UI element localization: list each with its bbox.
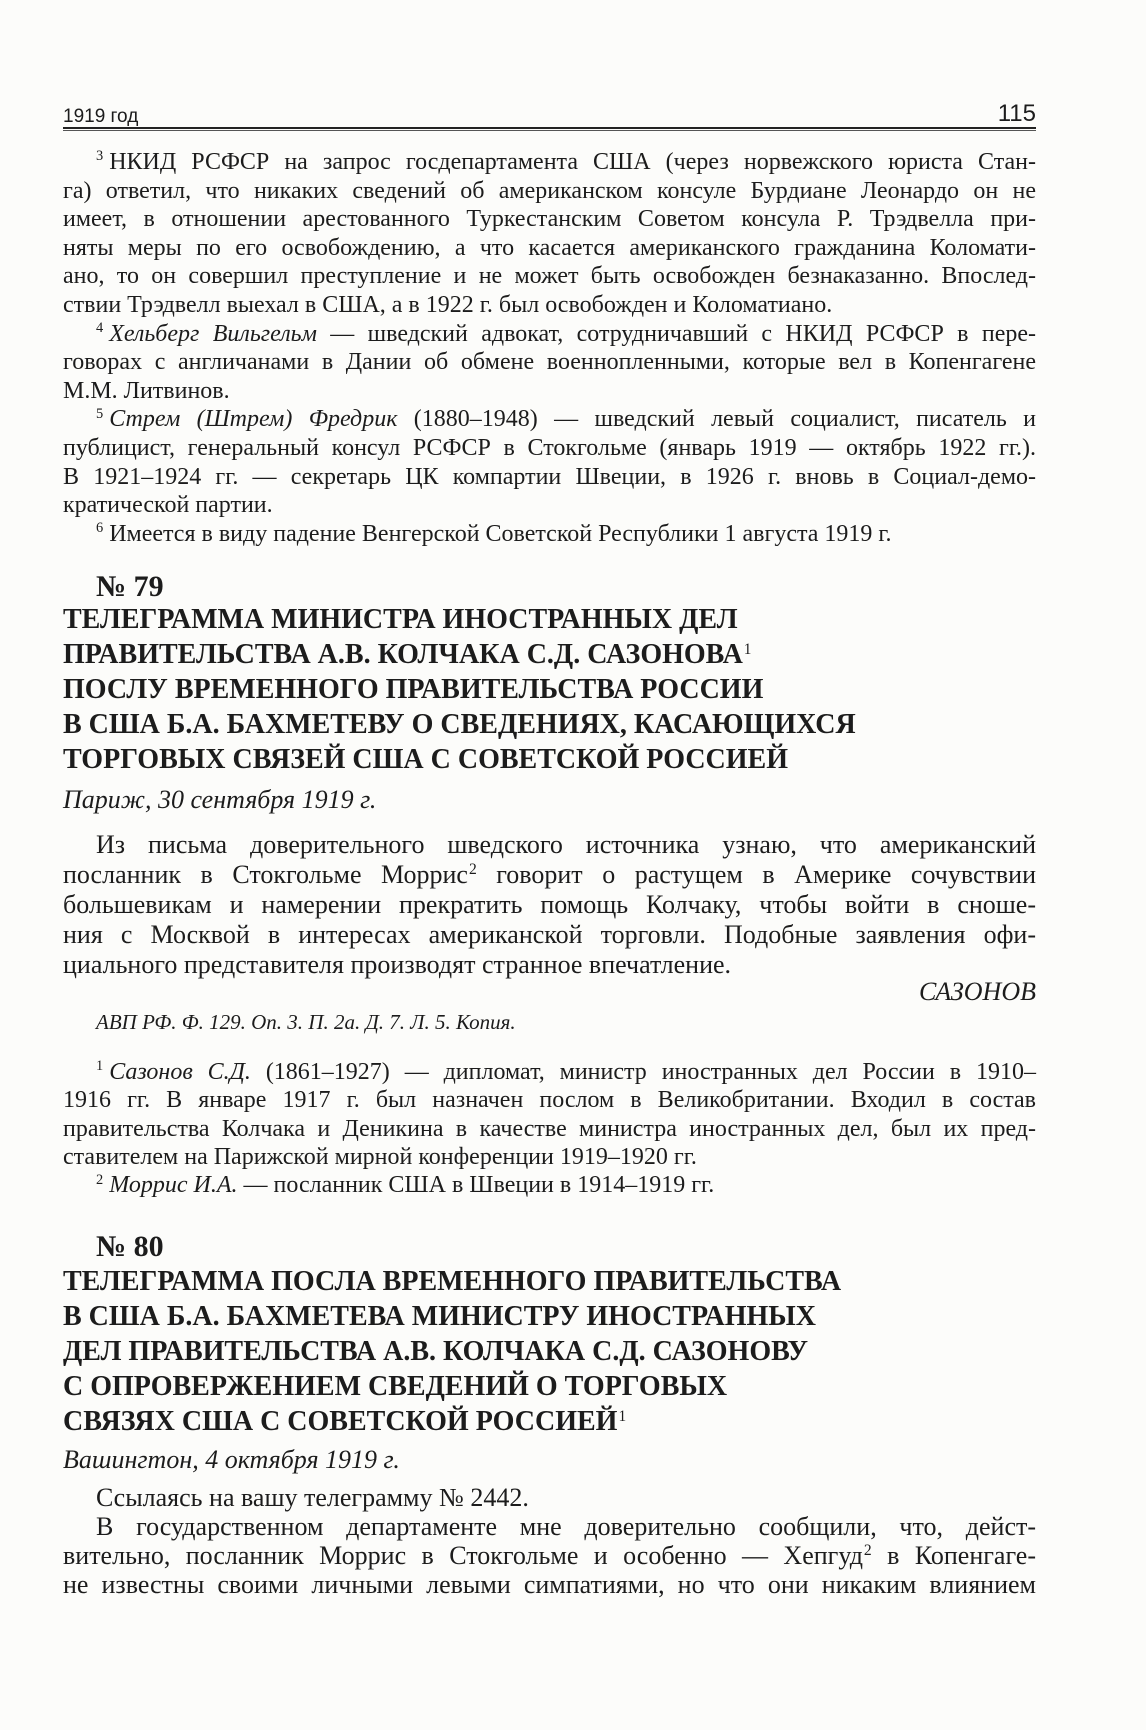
title-line bbox=[63, 1334, 1036, 1369]
title-line bbox=[63, 637, 1036, 672]
document-80-date: Вашингтон, 4 октября 1919 г. bbox=[63, 1445, 400, 1474]
text-line bbox=[63, 148, 1036, 177]
document-80-number: № 80 bbox=[96, 1230, 164, 1263]
header-rule bbox=[63, 127, 1036, 131]
text-run: (1880–1948) — шведский левый социалист, писатель и bbox=[397, 406, 1036, 433]
text-line bbox=[63, 920, 1036, 950]
text-run: посланник в Стокгольме Моррис bbox=[63, 860, 468, 889]
text-line bbox=[63, 177, 1036, 206]
text-line bbox=[63, 1086, 1036, 1114]
text-line bbox=[63, 1143, 1036, 1171]
text-run: ния с Москвой в интересах американской торговли. Подобные заявления офи- bbox=[63, 920, 1036, 949]
text-line bbox=[63, 205, 1036, 234]
text-run: ТОРГОВЫХ СВЯЗЕЙ США С СОВЕТСКОЙ РОССИЕЙ bbox=[63, 744, 788, 775]
text-run: ДЕЛ ПРАВИТЕЛЬСТВА А.В. КОЛЧАКА С.Д. САЗОНОВУ bbox=[63, 1336, 809, 1367]
text-run: правительства Колчака и Деникина в качестве министра иностранных дел, был их пред- bbox=[63, 1115, 1036, 1142]
text-run: С ОПРОВЕРЖЕНИЕМ СВЕДЕНИЙ О ТОРГОВЫХ bbox=[63, 1371, 728, 1402]
title-line bbox=[63, 1404, 1036, 1439]
footnote-marker: 2 bbox=[96, 1171, 104, 1188]
text-run: не известны своими личными левыми симпатиями, но что они никаким влиянием bbox=[63, 1570, 1036, 1599]
document-79-date: Париж, 30 сентября 1919 г. bbox=[63, 785, 377, 814]
page-number: 115 bbox=[997, 100, 1036, 127]
text-run: В США Б.А. БАХМЕТЕВУ О СВЕДЕНИЯХ, КАСАЮЩИХСЯ bbox=[63, 709, 856, 740]
title-line bbox=[63, 1369, 1036, 1404]
text-line bbox=[63, 348, 1036, 377]
text-run: СВЯЗЯХ США С СОВЕТСКОЙ РОССИЕЙ bbox=[63, 1406, 618, 1437]
footnote-3 bbox=[63, 148, 1036, 320]
document-79-number: № 79 bbox=[96, 570, 164, 603]
text-line bbox=[63, 1058, 1036, 1086]
text-line bbox=[63, 320, 1036, 349]
text-line bbox=[63, 520, 1036, 549]
footnote-marker: 6 bbox=[96, 520, 104, 537]
text-run: говорит о растущем в Америке сочувствии bbox=[476, 860, 1036, 889]
italic-name: Стрем (Штрем) Фредрик bbox=[109, 406, 398, 433]
footnote-1 bbox=[63, 1058, 1036, 1171]
footnote-reference: 1 bbox=[618, 1407, 627, 1425]
text-run: няты меры по его освобождению, а что касается американского гражданина Коломати- bbox=[63, 234, 1036, 261]
text-line bbox=[63, 1541, 1036, 1570]
text-run: (1861–1927) — дипломат, министр иностранных дел России в 1910– bbox=[250, 1059, 1036, 1085]
footnote-marker: 5 bbox=[96, 405, 104, 422]
title-line bbox=[63, 707, 1036, 742]
text-line bbox=[63, 1171, 1036, 1199]
text-run: В 1921–1924 гг. — секретарь ЦК компартии Швеции, в 1926 г. вновь в Социал-демо- bbox=[63, 463, 1036, 490]
text-line bbox=[63, 434, 1036, 463]
text-run: — шведский адвокат, сотрудничавший с НКИД РСФСР в пере- bbox=[316, 320, 1036, 347]
italic-name: Сазонов С.Д. bbox=[109, 1059, 251, 1085]
italic-name: Моррис И.А. bbox=[109, 1172, 238, 1199]
text-line bbox=[63, 377, 1036, 406]
running-header-year: 1919 год bbox=[63, 106, 139, 127]
text-line bbox=[63, 405, 1036, 434]
footnote-5 bbox=[63, 405, 1036, 519]
text-line bbox=[63, 890, 1036, 920]
text-run: ано, то он совершил преступление и не может быть освобожден безнаказанно. Впослед- bbox=[63, 263, 1036, 290]
text-run: 1916 гг. В январе 1917 г. был назначен послом в Великобритании. Входил в состав bbox=[63, 1087, 1036, 1114]
text-run: большевикам и намерении прекратить помощь Колчаку, чтобы войти в сноше- bbox=[63, 890, 1036, 919]
document-80-paragraph-1 bbox=[63, 1483, 1036, 1512]
footnote-6 bbox=[63, 520, 1036, 549]
text-run: вительно, посланник Моррис в Стокгольме и особенно — Хепгуд bbox=[63, 1541, 863, 1570]
title-line bbox=[63, 672, 1036, 707]
text-run: М.М. Литвинов. bbox=[63, 377, 230, 404]
text-run: Из письма доверительного шведского источника узнаю, что американский bbox=[96, 830, 1036, 859]
document-80-paragraph-2 bbox=[63, 1512, 1036, 1599]
text-run: В США Б.А. БАХМЕТЕВА МИНИСТРУ ИНОСТРАННЫХ bbox=[63, 1301, 816, 1332]
document-79-archive-reference: АВП РФ. Ф. 129. Оп. 3. П. 2а. Д. 7. Л. 5. Копия. bbox=[96, 1010, 516, 1034]
document-79-signature: САЗОНОВ bbox=[919, 977, 1036, 1006]
text-run: говорах с англичанами в Дании об обмене военнопленными, которые вел в Копенгагене bbox=[63, 349, 1036, 376]
footnote-reference: 2 bbox=[468, 860, 477, 878]
text-run: публицист, генеральный консул РСФСР в Стокгольме (январь 1919 — октябрь 1922 гг.). bbox=[63, 434, 1036, 461]
footnote-reference: 1 bbox=[743, 640, 752, 658]
italic-name: Хельберг Вильгельм bbox=[109, 320, 317, 347]
text-run: га) ответил, что никаких сведений об американском консуле Бурдиане Леонардо он не bbox=[63, 177, 1036, 204]
text-line bbox=[63, 1512, 1036, 1541]
text-run: ТЕЛЕГРАММА МИНИСТРА ИНОСТРАННЫХ ДЕЛ bbox=[63, 604, 738, 635]
text-run: ствии Трэдвелл выехал в США, а в 1922 г. был освобожден и Коломатиано. bbox=[63, 291, 833, 318]
document-79-footnotes bbox=[63, 1058, 1036, 1199]
text-run: циального представителя производят странное впечатление. bbox=[63, 950, 732, 979]
text-line bbox=[63, 1115, 1036, 1143]
text-run: Ссылаясь на вашу телеграмму № 2442. bbox=[96, 1483, 529, 1512]
footnote-reference: 2 bbox=[863, 1541, 872, 1559]
document-79-paragraph bbox=[63, 830, 1036, 980]
footnotes-top bbox=[63, 148, 1036, 548]
text-line bbox=[63, 234, 1036, 263]
text-run: имеет, в отношении арестованного Туркестанским Советом консула Р. Трэдвелла при- bbox=[63, 206, 1036, 233]
footnote-4 bbox=[63, 320, 1036, 406]
text-run: НКИД РСФСР на запрос госдепартамента США (через норвежского юриста Стан- bbox=[109, 149, 1036, 175]
text-line bbox=[63, 1483, 1036, 1512]
footnote-2 bbox=[63, 1171, 1036, 1199]
text-line bbox=[63, 291, 1036, 320]
text-run: в Копенгаге- bbox=[871, 1541, 1036, 1570]
text-line bbox=[63, 463, 1036, 492]
text-line bbox=[63, 262, 1036, 291]
text-run: кратической партии. bbox=[63, 492, 273, 519]
title-line bbox=[63, 742, 1036, 777]
text-line bbox=[63, 860, 1036, 890]
text-run: ТЕЛЕГРАММА ПОСЛА ВРЕМЕННОГО ПРАВИТЕЛЬСТВА bbox=[63, 1266, 842, 1297]
text-run: ставителем на Парижской мирной конференции 1919–1920 гг. bbox=[63, 1143, 697, 1170]
footnote-marker: 4 bbox=[96, 319, 104, 336]
title-line bbox=[63, 602, 1036, 637]
document-79-title bbox=[63, 602, 1036, 777]
text-run: ПОСЛУ ВРЕМЕННОГО ПРАВИТЕЛЬСТВА РОССИИ bbox=[63, 674, 764, 705]
text-run: ПРАВИТЕЛЬСТВА А.В. КОЛЧАКА С.Д. САЗОНОВА bbox=[63, 639, 743, 670]
text-run: — посланник США в Швеции в 1914–1919 гг. bbox=[237, 1172, 715, 1199]
title-line bbox=[63, 1264, 1036, 1299]
text-run: Имеется в виду падение Венгерской Советской Республики 1 августа 1919 г. bbox=[109, 520, 892, 547]
footnote-marker: 1 bbox=[96, 1058, 104, 1075]
text-line bbox=[63, 1570, 1036, 1599]
document-80-title bbox=[63, 1264, 1036, 1439]
text-line bbox=[63, 491, 1036, 520]
document-79-body bbox=[63, 830, 1036, 980]
document-80-body bbox=[63, 1483, 1036, 1599]
footnote-marker: 3 bbox=[96, 148, 104, 165]
text-line bbox=[63, 830, 1036, 860]
text-run: В государственном департаменте мне доверительно сообщили, что, дейст- bbox=[96, 1512, 1036, 1541]
text-line bbox=[63, 950, 1036, 980]
title-line bbox=[63, 1299, 1036, 1334]
